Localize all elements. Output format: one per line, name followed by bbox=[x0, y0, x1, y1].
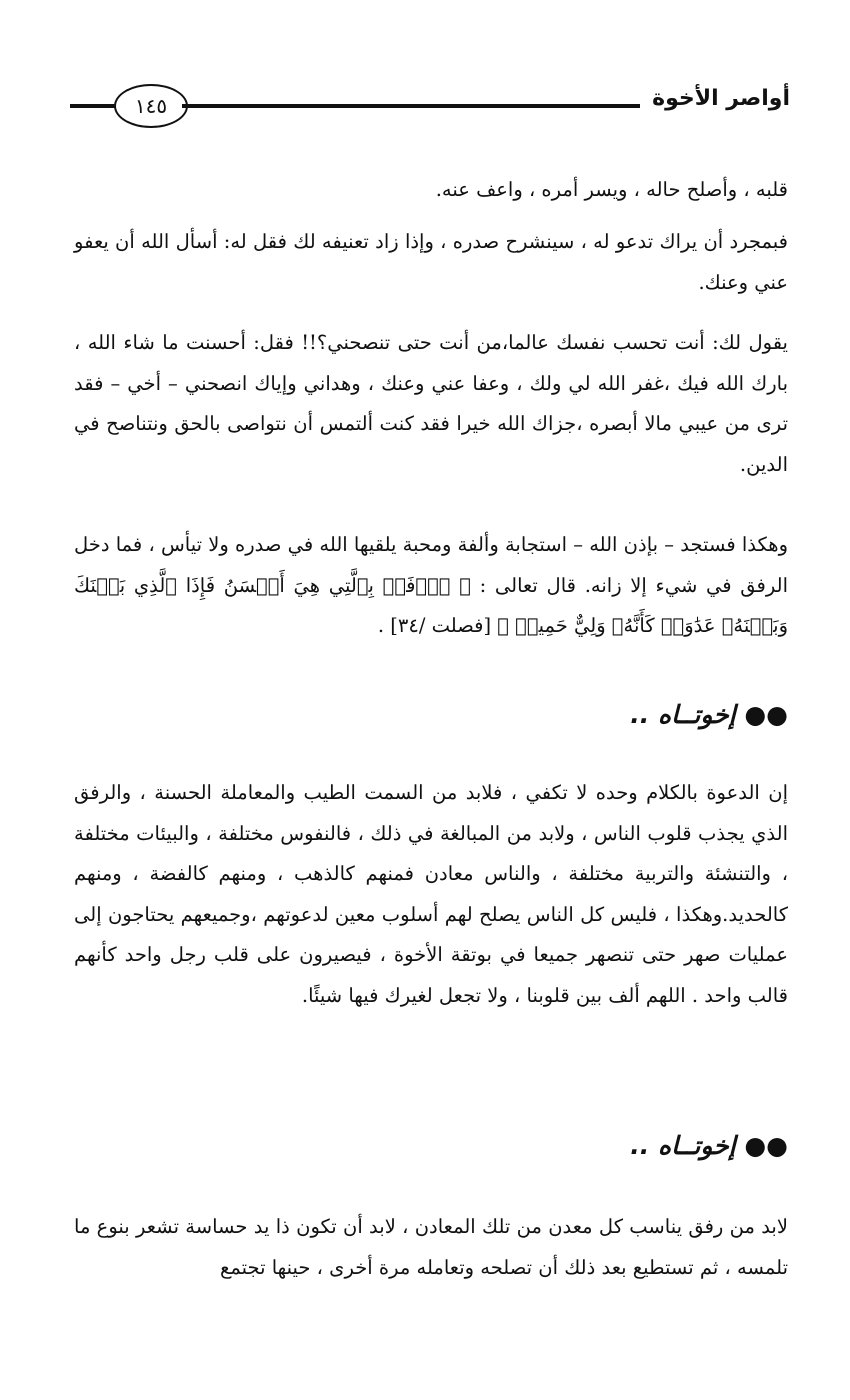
paragraph-text: يقول لك: أنت تحسب نفسك عالما،من أنت حتى تنصحني؟!! فقل: أحسنت ما شاء الله ، بارك الله فيك ،غفر الله لي ولك ، وعفا عني وعنك ، وهداني وإياك انصحني – أخي – فقد ترى من عيبي مالا أبصره ،جزاك الله خيرا فقد كنت ألتمس أن نتواصى بالحق ونتناصح في الدين. bbox=[74, 331, 788, 476]
paragraph-3 bbox=[74, 323, 788, 485]
running-title: أواصر الأخوة bbox=[652, 86, 790, 111]
page-header bbox=[70, 78, 790, 128]
section-heading-2 bbox=[630, 1131, 788, 1160]
heading-text: إخوتــاه .. bbox=[630, 700, 736, 729]
paragraph-1 bbox=[74, 170, 788, 211]
heading-bullets: ●● bbox=[744, 1131, 788, 1160]
paragraph-2 bbox=[74, 222, 788, 303]
header-rule-end bbox=[70, 104, 116, 108]
paragraph-6 bbox=[74, 1207, 788, 1288]
paragraph-text: قلبه ، وأصلح حاله ، ويسر أمره ، واعف عنه. bbox=[435, 178, 788, 201]
paragraph-text: فبمجرد أن يراك تدعو له ، سينشرح صدره ، وإذا زاد تعنيفه لك فقل له: أسأل الله أن يعفو عني وعنك. bbox=[74, 230, 788, 294]
paragraph-text: وهكذا فستجد – بإذن الله – استجابة وألفة ومحبة يلقيها الله في صدره ولا تيأس ، فما دخل الرفق في شيء إلا زانه. قال تعالى : ﴿ ٱدۡفَعۡ بِٱلَّتِي هِيَ أَحۡسَنُ فَإِذَا ٱلَّذِي بَيۡنَكَ وَبَيۡنَهُۥ عَدَٰوَةٞ كَأَنَّهُۥ وَلِيٌّ حَمِيمٞ ﴾ [فصلت /٣٤] . bbox=[74, 533, 788, 637]
page-number-oval bbox=[114, 84, 188, 128]
paragraph-text: إن الدعوة بالكلام وحده لا تكفي ، فلابد من السمت الطيب والمعاملة الحسنة ، والرفق الذي يجذب قلوب الناس ، ولابد من المبالغة في ذلك ، فالنفوس مختلفة ، والبيئات مختلفة ، والتنشئة والتربية مختلفة ، والناس معادن فمنهم كالذهب ، ومنهم كالفضة ، ومنهم كالحديد.وهكذا ، فليس كل الناس يصلح لهم أسلوب معين لدعوتهم ،وجميعهم يحتاجون إلى عمليات صهر حتى تنصهر جميعا في بوتقة الأخوة ، فيصيرون على قلب رجل واحد كأنهم قالب واحد . اللهم ألف بين قلوبنا ، ولا تجعل لغيرك فيها شيئًا. bbox=[74, 781, 788, 1007]
header-rule bbox=[182, 104, 640, 108]
paragraph-5 bbox=[74, 773, 788, 1016]
page-number: ١٤٥ bbox=[134, 94, 168, 118]
heading-bullets: ●● bbox=[744, 700, 788, 729]
paragraph-4-quran-quote bbox=[74, 525, 788, 647]
heading-text: إخوتــاه .. bbox=[630, 1131, 736, 1160]
paragraph-text: لابد من رفق يناسب كل معدن من تلك المعادن ، لابد أن تكون ذا يد حساسة تشعر بنوع ما تلمسه ، ثم تستطيع بعد ذلك أن تصلحه وتعامله مرة أخرى ، حينها تجتمع bbox=[74, 1215, 788, 1279]
section-heading-1 bbox=[630, 700, 788, 729]
